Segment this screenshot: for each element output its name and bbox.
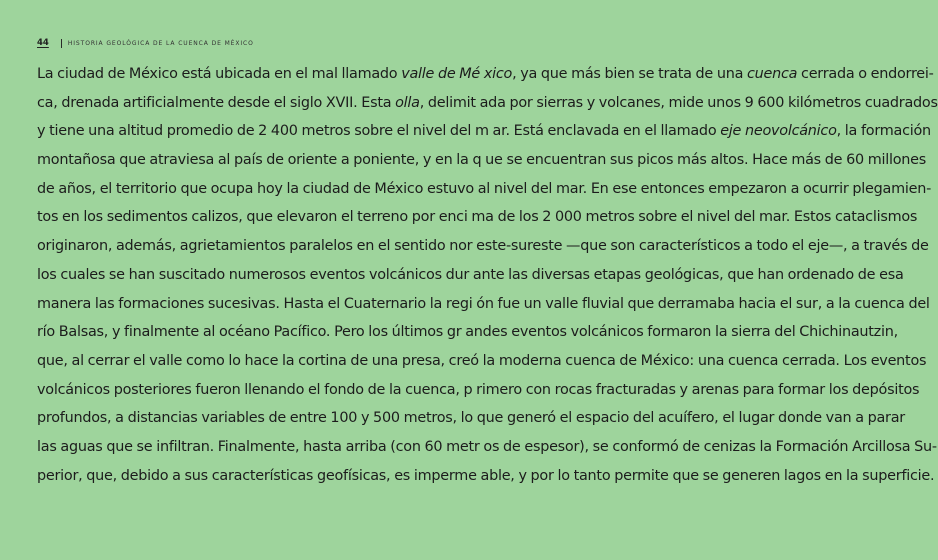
text-segment: tos en los sedimentos calizos, que elevaron el terreno por enci ma de los 2 000 metros sobre el nivel del mar. Estos cataclismos — [37, 209, 918, 226]
text-line — [37, 433, 937, 462]
text-line — [37, 318, 898, 347]
text-segment: La ciudad de México está ubicada en el mal llamado — [37, 66, 402, 82]
text-segment: y tiene una altitud promedio de 2 400 metros sobre el nivel del m ar. Está enclavada en el llamado — [37, 123, 721, 140]
text-segment: de años, el territorio que ocupa hoy la ciudad de México estuvo al nivel del mar. En ese entonces empezaron a ocurrir plegamien- — [37, 180, 932, 197]
text-segment: originaron, además, agrietamientos paralelos en el sentido nor este-sureste —que son característicos a todo el eje—, a través de — [37, 238, 929, 255]
page-header — [37, 37, 254, 49]
text-line — [37, 376, 920, 405]
text-segment: volcánicos posteriores fueron llenando el fondo de la cuenca, p rimero con rocas fracturadas y arenas para formar los depósitos — [37, 381, 920, 398]
text-line — [37, 60, 934, 89]
text-segment: manera las formaciones sucesivas. Hasta el Cuaternario la regi ón fue un valle fluvial que derramaba hacia el sur, a la cuenca del — [37, 295, 930, 312]
page-number: 44 — [37, 38, 49, 48]
running-head: HISTORIA GEOLÓGICA DE LA CUENCA DE MÉXICO — [67, 39, 254, 47]
body-paragraph — [37, 60, 938, 490]
text-line — [37, 203, 918, 232]
text-segment: ca, drenada artificialmente desde el siglo XVII. Esta — [37, 94, 396, 111]
text-line — [37, 175, 932, 204]
text-segment: , ya que más bien se trata de una — [512, 66, 747, 82]
text-segment: , delimit ada por sierras y volcanes, mide unos 9 600 kilómetros cuadrados — [419, 94, 938, 111]
text-line — [37, 404, 905, 433]
text-line — [37, 462, 935, 491]
text-segment: , la formación — [836, 123, 931, 140]
text-line — [37, 290, 930, 319]
text-segment: cerrada o endorrei- — [797, 66, 934, 82]
text-line — [37, 347, 927, 376]
text-line — [37, 89, 938, 118]
text-line — [37, 261, 904, 290]
text-segment: profundos, a distancias variables de entre 100 y 500 metros, lo que generó el espacio del acuífero, el lugar donde van a parar — [37, 410, 905, 427]
text-segment: las aguas que se infiltran. Finalmente, hasta arriba (con 60 metr os de espesor), se conformó de cenizas la Formación Arcillosa Su- — [37, 438, 937, 455]
italic-term: cuenca — [746, 66, 798, 82]
text-segment: perior, que, debido a sus características geofísicas, es imperme able, y por lo tanto permite que se generen lagos en la superficie. — [37, 467, 935, 484]
text-segment: que, al cerrar el valle como lo hace la cortina de una presa, creó la moderna cuenca de México: una cuenca cerrada. Los eventos — [37, 352, 927, 369]
text-segment: río Balsas, y finalmente al océano Pacífico. Pero los últimos gr andes eventos volcánicos formaron la sierra del Chichinautzin, — [37, 324, 898, 341]
text-line — [37, 232, 929, 261]
text-line — [37, 117, 931, 146]
italic-term: olla — [395, 94, 420, 111]
header-divider — [61, 39, 62, 48]
text-segment: los cuales se han suscitado numerosos eventos volcánicos dur ante las diversas etapas geológicas, que han ordenado de esa — [37, 266, 904, 283]
italic-term: eje neovolcánico — [720, 123, 837, 140]
text-segment: montañosa que atraviesa al país de oriente a poniente, y en la q ue se encuentran sus picos más altos. Hace más de 60 millones — [37, 152, 926, 169]
text-line — [37, 146, 926, 175]
italic-term: valle de Mé xico — [401, 66, 513, 82]
